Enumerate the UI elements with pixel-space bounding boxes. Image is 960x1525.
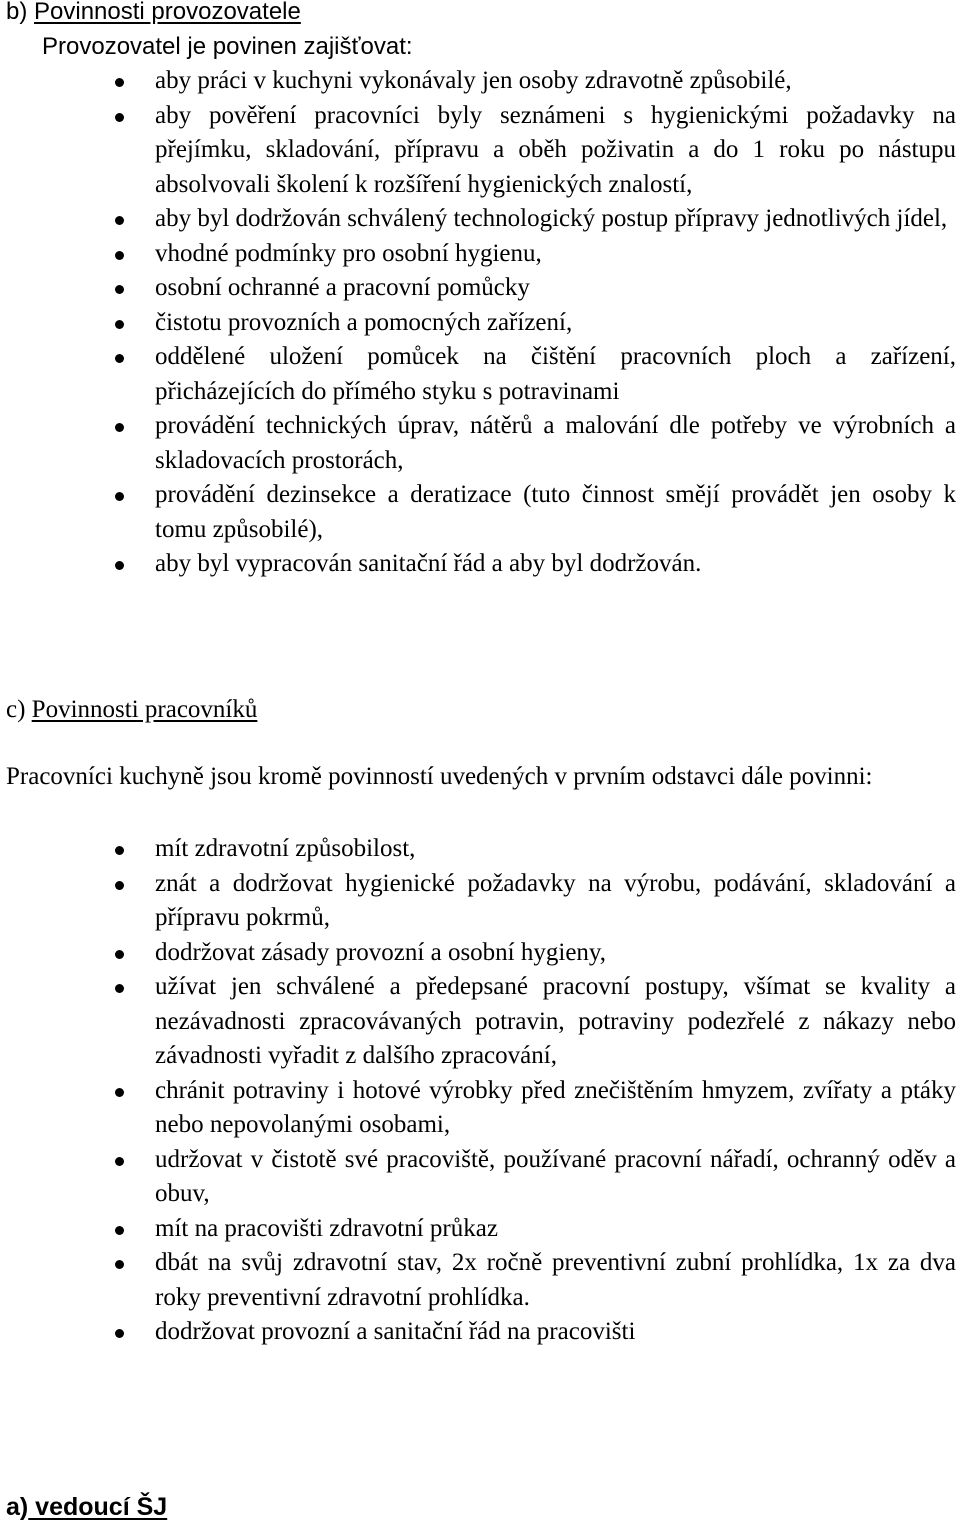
bullet-icon	[115, 423, 124, 432]
bullet-icon	[115, 78, 124, 87]
bullet-icon	[115, 113, 124, 122]
section-b-intro: Provozovatel je povinen zajišťovat:	[42, 33, 413, 60]
section-c-prefix: c)	[6, 696, 32, 723]
bullet-icon	[115, 1260, 124, 1269]
section-a-prefix: a)	[6, 1493, 29, 1521]
bullet-icon	[115, 216, 124, 225]
bullet-icon	[115, 320, 124, 329]
list-item: provádění technických úprav, nátěrů a malování dle potřeby ve výrobních a skladovacích prostorách,	[0, 409, 956, 478]
list-item: znát a dodržovat hygienické požadavky na výrobu, podávání, skladování a přípravu pokrmů,	[0, 867, 956, 936]
bullet-icon	[115, 561, 124, 570]
list-item: mít zdravotní způsobilost,	[0, 832, 956, 867]
bullet-icon	[115, 251, 124, 260]
section-b-title: Povinnosti provozovatele	[34, 0, 301, 25]
list-item: osobní ochranné a pracovní pomůcky	[0, 271, 956, 306]
list-item: vhodné podmínky pro osobní hygienu,	[0, 237, 956, 272]
list-item: chránit potraviny i hotové výrobky před znečištěním hmyzem, zvířaty a ptáky nebo nepovolanými osobami,	[0, 1074, 956, 1143]
bullet-icon	[115, 1088, 124, 1097]
section-b-list	[0, 64, 956, 582]
section-a-heading	[6, 1490, 167, 1525]
bullet-icon	[115, 1157, 124, 1166]
bullet-icon	[115, 846, 124, 855]
section-b-heading	[6, 0, 301, 30]
list-item: aby byl dodržován schválený technologický postup přípravy jednotlivých jídel,	[0, 202, 956, 237]
bullet-icon	[115, 285, 124, 294]
bullet-icon	[115, 1329, 124, 1338]
section-c-intro: Pracovníci kuchyně jsou kromě povinností uvedených v prvním odstavci dále povinni:	[6, 763, 873, 790]
bullet-icon	[115, 492, 124, 501]
list-item: mít na pracovišti zdravotní průkaz	[0, 1212, 956, 1247]
list-item: dbát na svůj zdravotní stav, 2x ročně preventivní zubní prohlídka, 1x za dva roky preventivní zdravotní prohlídka.	[0, 1246, 956, 1315]
bullet-icon	[115, 354, 124, 363]
list-item: čistotu provozních a pomocných zařízení,	[0, 306, 956, 341]
section-c-heading	[6, 693, 257, 728]
list-item: aby pověření pracovníci byly seznámeni s hygienickými požadavky na přejímku, skladování, přípravu a oběh poživatin a do 1 roku po nástupu absolvovali školení k rozšíření hygienických znalostí,	[0, 99, 956, 203]
section-b-prefix: b)	[6, 0, 35, 25]
bullet-icon	[115, 1226, 124, 1235]
list-item: udržovat v čistotě své pracoviště, používané pracovní nářadí, ochranný oděv a obuv,	[0, 1143, 956, 1212]
bullet-icon	[115, 950, 124, 959]
list-item: dodržovat zásady provozní a osobní hygieny,	[0, 936, 956, 971]
section-c-list	[0, 832, 956, 1350]
list-item: aby práci v kuchyni vykonávaly jen osoby zdravotně způsobilé,	[0, 64, 956, 99]
section-a-title: vedoucí ŠJ	[28, 1493, 168, 1521]
list-item: užívat jen schválené a předepsané pracovní postupy, všímat se kvality a nezávadnosti zpracovávaných potravin, potraviny podezřelé z nákazy nebo závadnosti vyřadit z dalšího zpracování,	[0, 970, 956, 1074]
list-item: dodržovat provozní a sanitační řád na pracovišti	[0, 1315, 956, 1350]
bullet-icon	[115, 881, 124, 890]
list-item: provádění dezinsekce a deratizace (tuto činnost smějí provádět jen osoby k tomu způsobilé),	[0, 478, 956, 547]
section-c-title: Povinnosti pracovníků	[31, 696, 258, 723]
list-item: oddělené uložení pomůcek na čištění pracovních ploch a zařízení, přicházejících do přímého styku s potravinami	[0, 340, 956, 409]
bullet-icon	[115, 984, 124, 993]
list-item: aby byl vypracován sanitační řád a aby byl dodržován.	[0, 547, 956, 582]
